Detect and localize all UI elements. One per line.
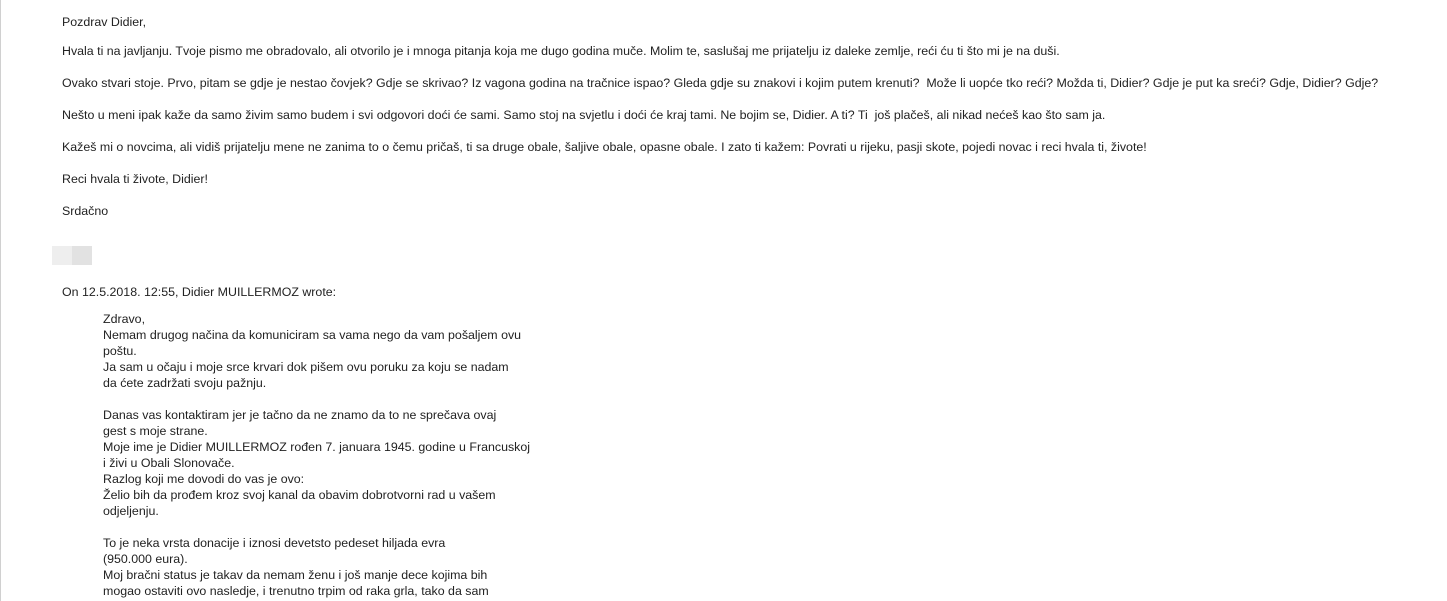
quoted-line: gest s moje strane. — [103, 424, 208, 438]
quoted-line: Zdravo, — [103, 312, 146, 326]
quoted-line: Nemam drugog načina da komuniciram sa vama nego da vam pošaljem ovu — [103, 328, 522, 342]
reply-paragraph: Ovako stvari stoje. Prvo, pitam se gdje je nestao čovjek? Gdje se skrivao? Iz vagona godina na tračnice ispao? Gleda gdje su znakovi i kojim putem krenuti? Može li uopće tko reći? Možda ti, Didier? Gdje je put ka sreći? Gdje, Didier? Gdje? — [62, 76, 1379, 90]
redacted-block — [72, 246, 92, 265]
quoted-line: poštu. — [103, 344, 137, 358]
quoted-line: Moje ime je Didier MUILLERMOZ rođen 7. januara 1945. godine u Francuskoj — [103, 440, 530, 454]
signoff-line: Srdačno — [62, 204, 109, 218]
quoted-line: Razlog koji me dovodi do vas je ovo: — [103, 472, 305, 486]
quoted-line: i živi u Obali Slonovače. — [103, 456, 235, 470]
quoted-blank-line — [103, 391, 703, 407]
quote-attribution-header: On 12.5.2018. 12:55, Didier MUILLERMOZ wrote: — [62, 285, 337, 299]
reply-paragraph: Kažeš mi o novcima, ali vidiš prijatelju mene ne zanima to o čemu pričaš, ti sa druge obale, šaljive obale, opasne obale. I zato ti kažem: Povrati u rijeku, pasji skote, pojedi novac i reci hvala ti, živote! — [62, 140, 1147, 154]
greeting-line: Pozdrav Didier, — [62, 15, 147, 29]
quoted-line: Želio bih da prođem kroz svoj kanal da obavim dobrotvorni rad u vašem — [103, 488, 496, 502]
reply-paragraph: Hvala ti na javljanju. Tvoje pismo me obradovalo, ali otvorilo je i mnoga pitanja koja me dugo godina muče. Molim te, saslušaj me prijatelju iz daleke zemlje, reći ću ti što mi je na duši. — [62, 44, 1060, 58]
quoted-message — [103, 311, 703, 599]
quoted-line: (950.000 eura). — [103, 552, 188, 566]
quoted-blank-line — [103, 519, 703, 535]
quoted-line: Ja sam u očaju i moje srce krvari dok pišem ovu poruku za koju se nadam — [103, 360, 509, 374]
email-reply-body — [62, 14, 1422, 233]
quoted-line: mogao ostaviti ovo nasledje, i trenutno trpim od raka grla, tako da sam — [103, 584, 489, 598]
quoted-line: odjeljenju. — [103, 504, 159, 518]
reply-paragraph: Reci hvala ti živote, Didier! — [62, 172, 208, 186]
redacted-signature — [52, 246, 92, 265]
quoted-line: Danas vas kontaktiram jer je tačno da ne znamo da to ne sprečava ovaj — [103, 408, 497, 422]
reply-paragraph: Nešto u meni ipak kaže da samo živim samo budem i svi odgovori doći će sami. Samo stoj na svjetlu i doći će kraj tami. Ne bojim se, Didier. A ti? Ti još plačeš, ali nikad nećeš kao što sam ja. — [62, 108, 1106, 122]
quoted-line: Moj bračni status je takav da nemam ženu i još manje dece kojima bih — [103, 568, 488, 582]
quoted-line: da ćete zadržati svoju pažnju. — [103, 376, 267, 390]
quoted-line: To je neka vrsta donacije i iznosi devetsto pedeset hiljada evra — [103, 536, 446, 550]
redacted-block — [52, 246, 72, 265]
